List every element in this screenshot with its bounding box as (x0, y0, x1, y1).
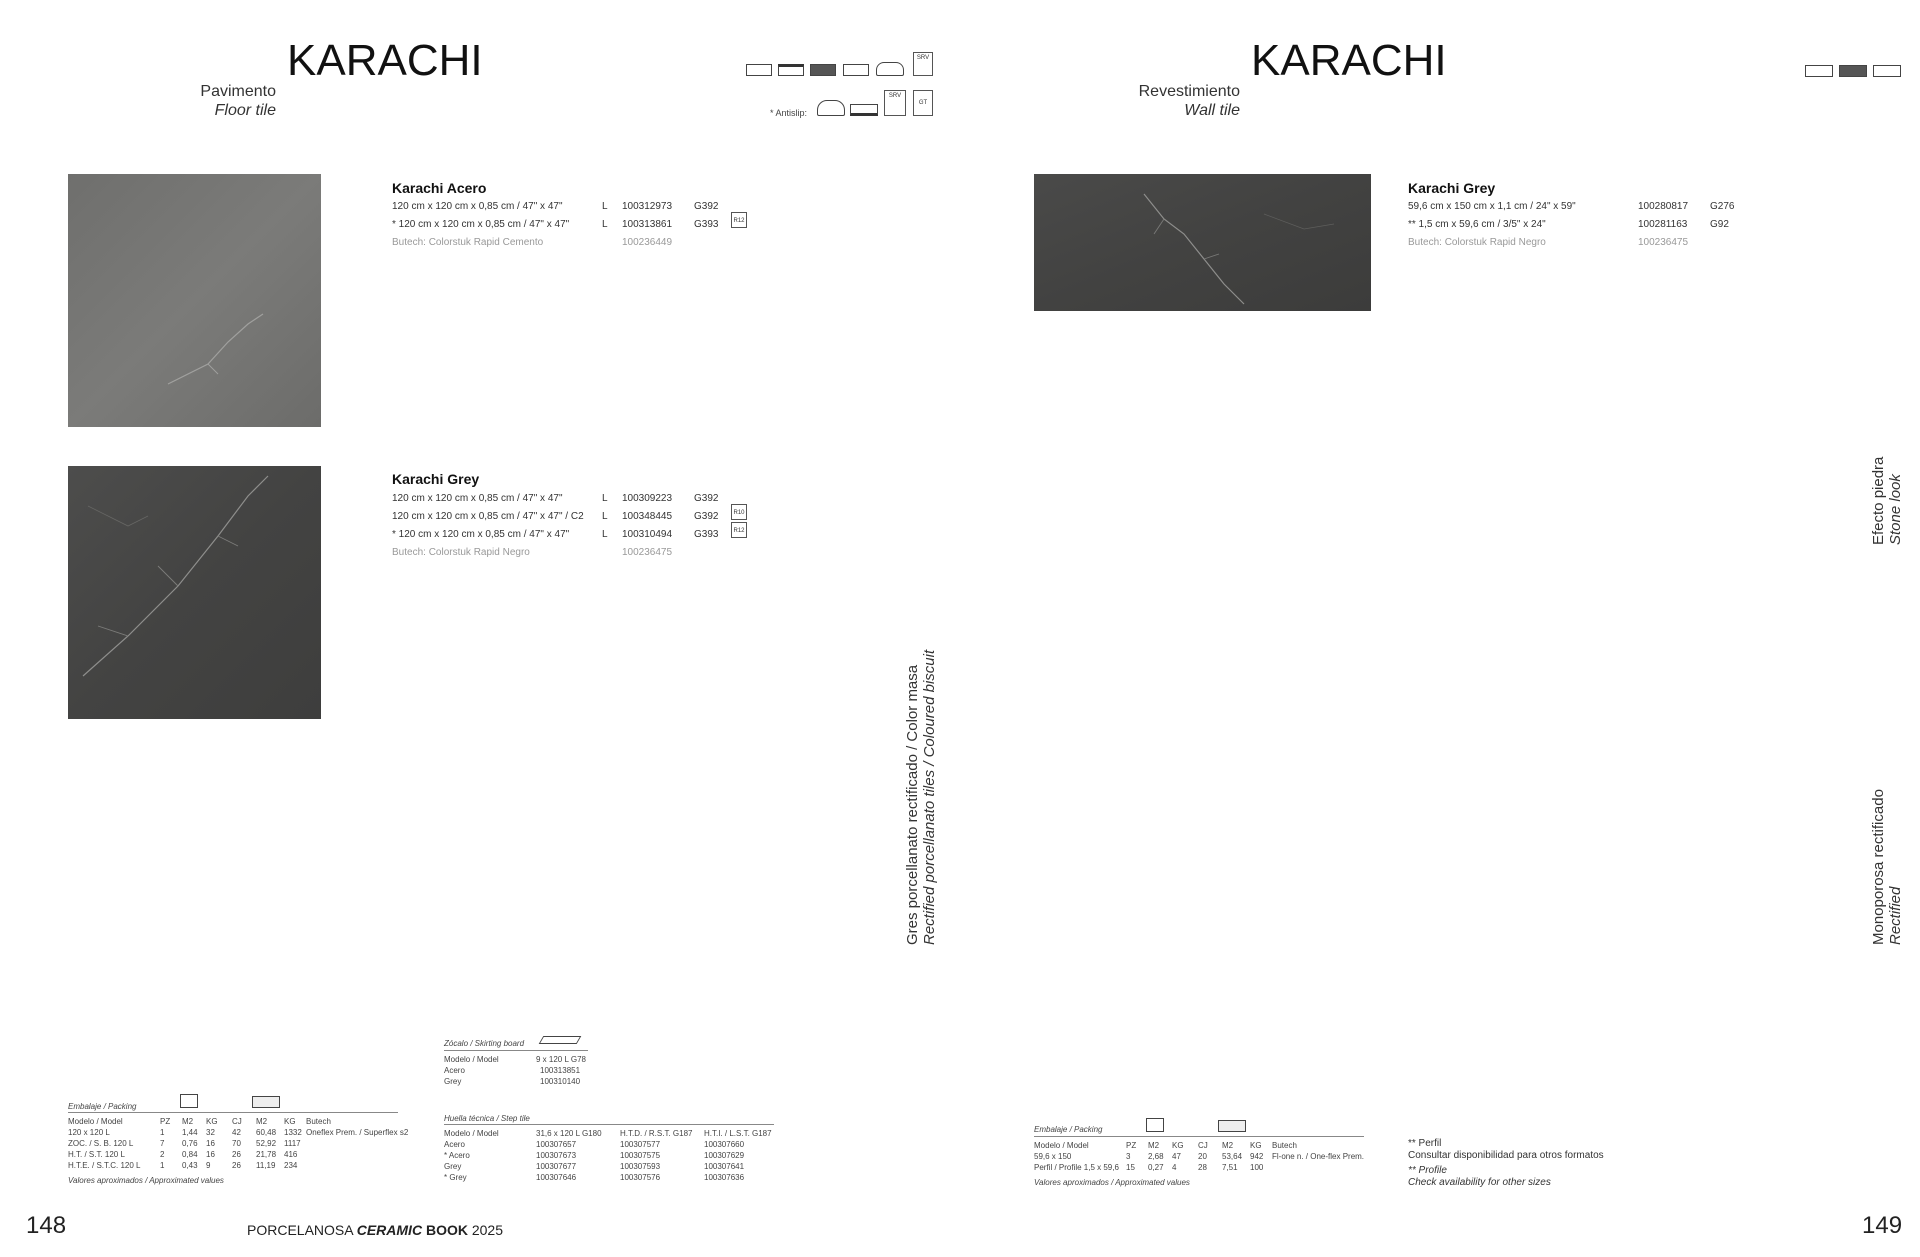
profile-title-es: ** Perfil (1408, 1138, 1442, 1149)
product-name: Karachi Grey (392, 471, 480, 487)
code-cell: 100281163 (1638, 219, 1688, 230)
table-cell: 32 (206, 1128, 215, 1137)
vertical-en: Rectified porcellanato tiles / Coloured biscuit (921, 649, 938, 945)
table-cell: 100307629 (704, 1151, 745, 1160)
antislip-label: * Antislip: (770, 108, 808, 118)
header-cell: KG (284, 1117, 296, 1126)
approx-note: Valores aproximados / Approximated values (68, 1176, 224, 1185)
profile-text-en: Check availability for other sizes (1408, 1177, 1551, 1188)
code-cell: 100310494 (622, 529, 673, 540)
header-cell: Butech (306, 1117, 331, 1126)
table-cell: 100307593 (620, 1162, 661, 1171)
page-number-left: 148 (26, 1212, 67, 1239)
packing-label: Embalaje / Packing (1034, 1125, 1103, 1134)
table-cell: 100307577 (620, 1140, 661, 1149)
skirting-table (444, 1054, 590, 1087)
header-cell: 9 x 120 L G78 (536, 1055, 586, 1064)
header-cell: M2 (256, 1117, 268, 1126)
subtitle-en: Wall tile (1184, 102, 1240, 119)
table-cell: 28 (1198, 1163, 1207, 1172)
approx-note: Valores aproximados / Approximated values (1034, 1178, 1190, 1187)
table-cell: 0,27 (1148, 1163, 1164, 1172)
table-header (444, 1128, 776, 1139)
table-cell: 47 (1172, 1152, 1181, 1161)
table-cell: 53,64 (1222, 1152, 1243, 1161)
ramp-icon (850, 104, 878, 116)
slip-badge: R12 (731, 212, 747, 228)
header-cell: 31,6 x 120 L G180 (536, 1129, 602, 1138)
table-cell (306, 1149, 412, 1160)
tile-rectified-icon (843, 64, 869, 76)
table-cell: 1,44 (182, 1128, 198, 1137)
table-cell: 7,51 (1222, 1163, 1238, 1172)
table-cell: 9 (206, 1161, 211, 1170)
header-cell: PZ (1126, 1141, 1137, 1150)
header-cell: Butech (1272, 1141, 1297, 1150)
tile-rectified-icon (1873, 65, 1901, 77)
table-cell: 0,43 (182, 1161, 198, 1170)
table-cell: 120 x 120 L (68, 1128, 110, 1137)
table-cell: H.T.E. / S.T.C. 120 L (68, 1161, 141, 1170)
product-name: Karachi Grey (1408, 180, 1496, 196)
table-cell: Acero (444, 1066, 465, 1075)
table-cell: 100307660 (704, 1140, 745, 1149)
header-cell: KG (1250, 1141, 1262, 1150)
table-cell: 20 (1198, 1152, 1207, 1161)
table-cell: * Grey (444, 1173, 467, 1182)
table-cell: 100307576 (620, 1173, 661, 1182)
vertical-es: Monoporosa rectificado (1870, 789, 1887, 945)
size-cell: ** 1,5 cm x 59,6 cm / 3/5" x 24" (1408, 219, 1546, 230)
swatch-karachi-grey-wall (1034, 174, 1371, 311)
table-cell: 4 (1172, 1163, 1177, 1172)
vertical-label-material (904, 650, 938, 945)
tile-thickness-icon (778, 64, 804, 76)
table-row (444, 1161, 776, 1172)
table-cell: 100307641 (704, 1162, 745, 1171)
table-header (1034, 1140, 1368, 1151)
table-row (444, 1065, 590, 1076)
table-cell: 21,78 (256, 1150, 277, 1159)
size-cell: 120 cm x 120 cm x 0,85 cm / 47" x 47" (392, 201, 563, 212)
butech-text: Butech: Colorstuk Rapid Negro (1408, 237, 1546, 248)
subtitle-en: Floor tile (214, 102, 276, 119)
table-cell: 26 (232, 1161, 241, 1170)
divider (68, 1112, 398, 1113)
box-icon (180, 1094, 198, 1108)
header-cell: Modelo / Model (444, 1055, 499, 1064)
edge-cell: L (602, 493, 608, 504)
box-icon (1146, 1118, 1164, 1132)
table-row (68, 1127, 412, 1138)
pallet-icon (1218, 1120, 1246, 1132)
table-cell: 100313851 (540, 1066, 581, 1075)
header-cell: M2 (182, 1117, 194, 1126)
edge-cell: L (602, 201, 608, 212)
subtitle-left (176, 82, 276, 120)
tile-edge-icon (746, 64, 772, 76)
table-cell: 1 (160, 1161, 165, 1170)
edge-cell: L (602, 219, 608, 230)
header-cell: M2 (1148, 1141, 1160, 1150)
table-cell (306, 1138, 412, 1149)
divider (444, 1050, 588, 1051)
table-cell: H.T. / S.T. 120 L (68, 1150, 125, 1159)
table-cell: 15 (1126, 1163, 1135, 1172)
code-cell: 100280817 (1638, 201, 1689, 212)
packing-table-right (1034, 1140, 1368, 1173)
size-cell: 59,6 cm x 150 cm x 1,1 cm / 24" x 59" (1408, 201, 1576, 212)
group-cell: G392 (694, 493, 719, 504)
table-cell: 0,76 (182, 1139, 198, 1148)
table-cell: 416 (284, 1150, 298, 1159)
subtitle-es: Pavimento (200, 83, 276, 100)
step-label: Huella técnica / Step tile (444, 1114, 530, 1123)
table-cell: 100307673 (536, 1151, 577, 1160)
header-cell: Modelo / Model (68, 1117, 123, 1126)
table-cell: 16 (206, 1139, 215, 1148)
srv-badge-2: SRV (884, 90, 906, 116)
vertical-en: Stone look (1887, 474, 1904, 545)
tile-edge-icon (1805, 65, 1833, 77)
table-row (68, 1149, 412, 1160)
vertical-es: Efecto piedra (1870, 456, 1887, 545)
table-cell: 100307575 (620, 1151, 661, 1160)
header-cell: M2 (1222, 1141, 1234, 1150)
size-cell: * 120 cm x 120 cm x 0,85 cm / 47" x 47" (392, 529, 570, 540)
table-cell: * Acero (444, 1151, 470, 1160)
divider (444, 1124, 774, 1125)
swatch-karachi-acero (68, 174, 321, 427)
profile-note (1408, 1138, 1604, 1189)
butech-text: Butech: Colorstuk Rapid Negro (392, 547, 530, 558)
pallet-icon (252, 1096, 280, 1108)
header-cell: CJ (1198, 1141, 1208, 1150)
slip-badge: R10 (731, 504, 747, 520)
code-cell: 100313861 (622, 219, 673, 230)
srv-badge: SRV (913, 52, 933, 76)
table-cell: 2 (160, 1150, 165, 1159)
subtitle-es: Revestimiento (1138, 83, 1240, 100)
step-table (444, 1128, 776, 1183)
table-cell: 0,84 (182, 1150, 198, 1159)
table-cell: 100 (1250, 1163, 1264, 1172)
table-row (68, 1160, 412, 1171)
footer-book: BOOK (425, 1222, 468, 1238)
group-cell: G392 (694, 511, 719, 522)
table-cell: 16 (206, 1150, 215, 1159)
table-cell: 52,92 (256, 1139, 277, 1148)
table-cell: 100310140 (540, 1077, 581, 1086)
divider (1034, 1136, 1364, 1137)
table-cell: 942 (1250, 1152, 1264, 1161)
page-title-right: KARACHI (1251, 36, 1447, 85)
tile-variation-icon (810, 64, 836, 76)
header-cell: H.T.D. / R.S.T. G187 (620, 1129, 693, 1138)
header-cell: KG (206, 1117, 218, 1126)
butech-code: 100236475 (622, 547, 673, 558)
header-cell: Modelo / Model (444, 1129, 499, 1138)
subtitle-right (1100, 82, 1240, 120)
table-cell (1272, 1162, 1368, 1173)
edge-cell: L (602, 511, 608, 522)
slip-badge: R12 (731, 522, 747, 538)
table-cell: 42 (232, 1128, 241, 1137)
table-row (444, 1172, 776, 1183)
table-cell: Oneflex Prem. / Superflex s2 (306, 1128, 409, 1137)
size-cell: 120 cm x 120 cm x 0,85 cm / 47" x 47" (392, 493, 563, 504)
packing-label: Embalaje / Packing (68, 1102, 137, 1111)
table-cell: Grey (444, 1077, 462, 1086)
edge-cell: L (602, 529, 608, 540)
table-header (444, 1054, 590, 1065)
code-cell: 100309223 (622, 493, 673, 504)
table-cell: Fl-one n. / One-flex Prem. (1272, 1152, 1365, 1161)
shoe-ramp-icon (817, 100, 845, 116)
table-cell: 60,48 (256, 1128, 277, 1137)
gt-badge: GT (913, 90, 933, 116)
shoe-icon (876, 62, 904, 76)
profile-title-en: ** Profile (1408, 1165, 1447, 1176)
table-cell: Grey (444, 1162, 462, 1171)
table-cell: 1 (160, 1128, 165, 1137)
group-cell: G276 (1710, 201, 1735, 212)
table-cell: 7 (160, 1139, 165, 1148)
page-number-right: 149 (1862, 1212, 1903, 1239)
size-cell: * 120 cm x 120 cm x 0,85 cm / 47" x 47" (392, 219, 570, 230)
table-cell: ZOC. / S. B. 120 L (68, 1139, 134, 1148)
table-row (444, 1076, 590, 1087)
tile-variation-icon (1839, 65, 1867, 77)
size-cell: 120 cm x 120 cm x 0,85 cm / 47" x 47" / C2 (392, 511, 584, 522)
table-row (444, 1150, 776, 1161)
group-cell: G92 (1710, 219, 1729, 230)
table-row (444, 1139, 776, 1150)
group-cell: G393 (694, 219, 719, 230)
header-cell: Modelo / Model (1034, 1141, 1089, 1150)
table-cell (306, 1160, 412, 1171)
table-row (1034, 1162, 1368, 1173)
group-cell: G393 (694, 529, 719, 540)
butech-code: 100236449 (622, 237, 673, 248)
table-cell: 100307657 (536, 1140, 577, 1149)
code-cell: 100312973 (622, 201, 673, 212)
header-cell: CJ (232, 1117, 242, 1126)
butech-code: 100236475 (1638, 237, 1689, 248)
table-cell: 3 (1126, 1152, 1131, 1161)
code-cell: 100348445 (622, 511, 673, 522)
table-cell: 2,68 (1148, 1152, 1164, 1161)
butech-text: Butech: Colorstuk Rapid Cemento (392, 237, 544, 248)
table-cell: 26 (232, 1150, 241, 1159)
table-cell: 70 (232, 1139, 241, 1148)
header-cell: PZ (160, 1117, 171, 1126)
vertical-es: Gres porcellanato rectificado / Color masa (904, 664, 921, 945)
page-title-left: KARACHI (287, 36, 483, 85)
table-cell: 100307636 (704, 1173, 745, 1182)
table-cell: 100307646 (536, 1173, 577, 1182)
table-header (68, 1116, 412, 1127)
footer-year: 2025 (471, 1222, 503, 1238)
footer-brand (247, 1222, 503, 1238)
vertical-en: Rectified (1887, 886, 1904, 945)
footer-brand-name: PORCELANOSA (247, 1222, 353, 1238)
table-row (68, 1138, 412, 1149)
table-cell: 1332 (284, 1128, 302, 1137)
table-cell: 234 (284, 1161, 298, 1170)
skirting-label: Zócalo / Skirting board (444, 1039, 525, 1048)
swatch-karachi-grey-floor (68, 466, 321, 719)
header-cell: KG (1172, 1141, 1184, 1150)
packing-table (68, 1116, 412, 1171)
product-name: Karachi Acero (392, 180, 487, 196)
table-row (1034, 1151, 1368, 1162)
table-cell: 59,6 x 150 (1034, 1152, 1072, 1161)
skirting-icon (539, 1036, 582, 1044)
group-cell: G392 (694, 201, 719, 212)
table-cell: 11,19 (256, 1161, 276, 1170)
footer-ceramic: CERAMIC (356, 1222, 423, 1238)
header-cell: H.T.I. / L.S.T. G187 (704, 1129, 772, 1138)
profile-text-es: Consultar disponibilidad para otros formatos (1408, 1150, 1604, 1161)
vertical-label-look (1870, 457, 1904, 545)
table-cell: 1117 (284, 1139, 301, 1148)
table-cell: 100307677 (536, 1162, 577, 1171)
table-cell: Acero (444, 1140, 465, 1149)
vertical-label-material-right (1870, 789, 1904, 945)
table-cell: Perfil / Profile 1,5 x 59,6 (1034, 1163, 1119, 1172)
